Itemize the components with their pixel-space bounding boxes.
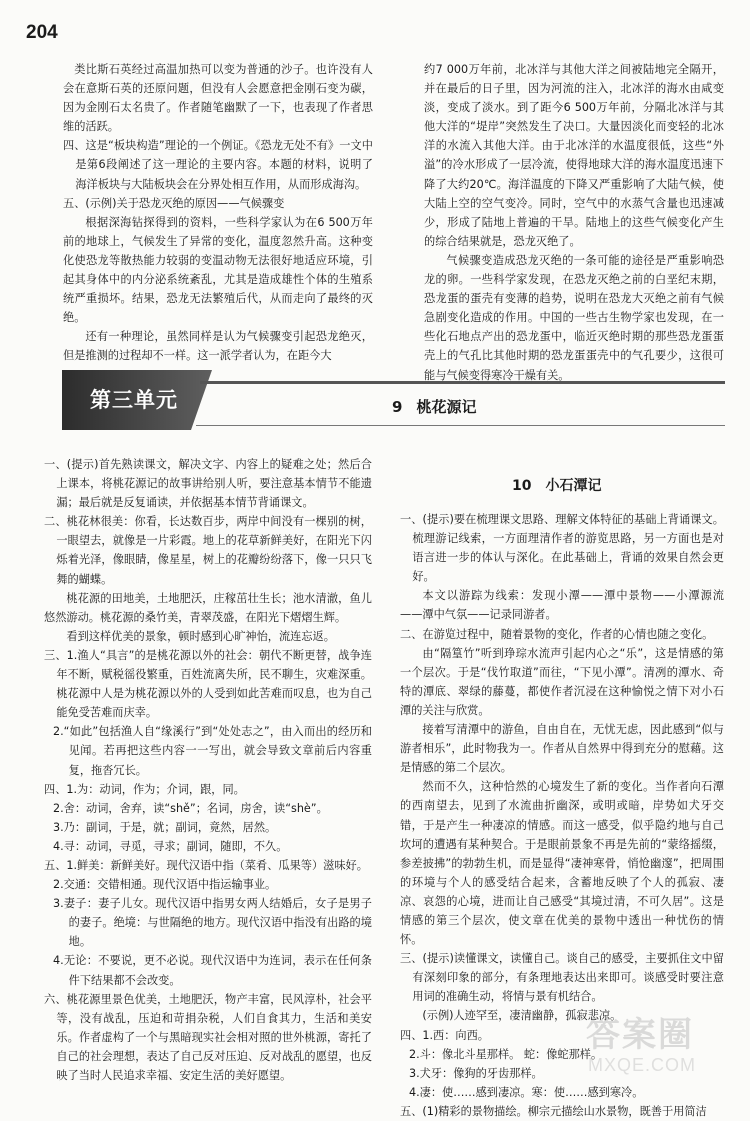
paragraph: 类比斯石英经过高温加热可以变为普通的沙子。也许没有人会在意斯石英的还原问题，但没有人会愿意把金刚石变为碳，因为金刚石太名贵了。作者随笔幽默了一下，也表现了作者思维的活跃。 xyxy=(63,63,373,134)
paragraph: 4.无论：不要说，更不必说。现代汉语中为连词，表示在任何条件下结果都不会改变。 xyxy=(52,954,372,987)
paragraph: 五、(1)精彩的景物描绘。柳宗元描绘山水景物，既善于用简洁 xyxy=(400,1104,707,1118)
watermark-seal: 答案圈 xyxy=(586,1015,694,1055)
top-right-column xyxy=(424,60,724,385)
lesson-10-title xyxy=(512,475,615,495)
lesson-number: 10 xyxy=(512,478,532,494)
paragraph: 四、这是“板块构造”理论的一个例证。《恐龙无处不有》一文中是第6段阐述了这一理论的主要内容。本题的材料，说明了海洋板块与大陆板块会在分界处相互作用，从而形成海沟。 xyxy=(63,139,373,191)
paragraph: 四、1.为：动词，作为；介词，跟，同。 xyxy=(44,782,245,796)
paragraph: 2.交通：交错相通。现代汉语中指运输事业。 xyxy=(52,878,277,892)
paragraph: 一、(提示)要在梳理课文思路、理解文体特征的基础上背诵课文。梳理游记线索，一方面理清作者的游览思路，另一方面也是对语言进一步的体认与深化。在此基础上，背诵的效果自然会更好。 xyxy=(400,513,724,584)
paragraph: 3.犬牙：像狗的牙齿那样。 xyxy=(408,1066,543,1080)
paragraph: 四、1.西：向西。 xyxy=(400,1028,489,1042)
paragraph: 看到这样优美的景象，顿时感到心旷神怡，流连忘返。 xyxy=(66,629,335,643)
lesson-name: 桃花源记 xyxy=(416,398,477,416)
paragraph: 二、桃花林很美：你看，长达数百步，两岸中间没有一棵别的树，一眼望去，就像是一片彩霞。地上的花草新鲜美好，在阳光下闪烁着光泽，像眼睛，像星星，树上的花瓣纷纷落下，像一只只飞舞的蝴蝶。 xyxy=(44,515,372,586)
paragraph: 二、在游览过程中，随着景物的变化，作者的心情也随之变化。 xyxy=(400,627,714,641)
bottom-left-column xyxy=(44,455,372,1085)
paragraph: 六、桃花源里景色优美，土地肥沃，物产丰富，民风淳朴，社会平等，没有战乱，压迫和苛捐杂税，人们自食其力，生活和美安乐。作者虚构了一个与黑暗现实社会相对照的世外桃源，寄托了自己的社会理想，表达了自己反对压迫、反对战乱的愿望，也反映了当时人民追求幸福、安定生活的美好愿望。 xyxy=(44,992,372,1082)
paragraph: 由“隔篁竹”听到琤琮水流声引起内心之“乐”，这是情感的第一个层次。于是“伐竹取道”而往，“下见小潭”。清冽的潭水、奇特的潭底、翠绿的藤蔓，都使作者沉浸在这种愉悦之情下对小石潭的关注与欣赏。 xyxy=(400,646,724,717)
paragraph: 4.凄：使……感到凄凉。寒：使……感到寒冷。 xyxy=(408,1085,644,1099)
paragraph: 约7 000万年前，北冰洋与其他大洋之间被陆地完全隔开，并在最后的日子里，因为河流的注入，北冰洋的海水由咸变淡，变成了淡水。到了距今6 500万年前，分隔北冰洋与其他大洋的“堤岸”突然发生了决口。大量因淡化而变轻的北冰洋的水流入其他大洋。由于北冰洋的水温度很低，这些“外溢”的冷水形成了一层冷流，使得地球大洋的海水温度迅速下降了大约20℃。海洋温度的下降又严重影响了大陆气候，使大陆上空的空气变冷。同时，空气中的水蒸气含量也迅速减少，形成了陆地上普遍的干旱。陆地上的这些气候变化产生的综合结果就是，恐龙灭绝了。 xyxy=(424,63,724,248)
paragraph: 桃花源的田地美，土地肥沃，庄稼茁壮生长；池水清澈，鱼儿悠然游动。桃花源的桑竹美，青翠茂盛，在阳光下熠熠生辉。 xyxy=(44,591,372,624)
paragraph: 3.妻子：妻子儿女。现代汉语中指男女两人结婚后，女子是男子的妻子。绝境：与世隔绝的地方。现代汉语中指没有出路的境地。 xyxy=(52,897,372,949)
paragraph: 本文以游踪为线索：发现小潭——潭中景物——小潭源流——潭中气氛——记录同游者。 xyxy=(400,589,724,622)
lesson-9-title xyxy=(392,396,490,417)
paragraph: 还有一种理论，虽然同样是认为气候骤变引起恐龙绝灭，但是推测的过程却不一样。这一派学者认为，在距今大 xyxy=(63,330,373,363)
paragraph: 三、(提示)读懂课文，读懂自己。谈自己的感受，主要抓住文中留有深刻印象的部分，有条理地表达出来即可。谈感受时要注意用词的准确生动，将情与景有机结合。 xyxy=(400,952,724,1004)
header-rule-thin xyxy=(196,425,725,426)
paragraph: 2.斗：像北斗星那样。 蛇：像蛇那样。 xyxy=(408,1047,603,1061)
header-rule xyxy=(200,381,725,384)
lesson-name: 小石潭记 xyxy=(545,478,602,494)
top-left-column xyxy=(63,60,373,366)
unit-banner-title: 第三单元 xyxy=(90,388,178,412)
paragraph: 五、1.鲜美：新鲜美好。现代汉语中指（菜肴、瓜果等）滋味好。 xyxy=(44,858,368,872)
paragraph: 2.“如此”包括渔人自“缘溪行”到“处处志之”，由入而出的经历和见闻。若再把这些内容一一写出，就会导致文章前后内容重复，拖沓冗长。 xyxy=(52,725,372,777)
paragraph: 根据深海钻探得到的资料，一些科学家认为在6 500万年前的地球上，气候发生了异常的变化，温度忽然升高。这种变化使恐龙等散热能力较弱的变温动物无法很好地适应环境，引起其身体中的内分泌系统紊乱，尤其是造成雄性个体的生殖系统严重损坏。结果，恐龙无法繁殖后代，从而走向了最终的灭绝。 xyxy=(63,215,373,325)
page-number: 204 xyxy=(26,22,58,43)
paragraph: 五、(示例)关于恐龙灭绝的原因——气候骤变 xyxy=(63,196,285,210)
watermark-logo xyxy=(582,1005,732,1085)
paragraph: 4.寻：动词，寻觅，寻求；副词，随即，不久。 xyxy=(52,839,288,853)
paragraph: (示例)人迹罕至，凄清幽静，孤寂悲凉。 xyxy=(422,1009,622,1023)
paragraph: 3.乃：副词，于是，就；副词，竟然，居然。 xyxy=(52,820,277,834)
paragraph: 然而不久，这种恰然的心境发生了新的变化。当作者向石潭的西南望去，见到了水流曲折幽深，或明或暗，岸势如犬牙交错，于是产生一种凄凉的情感。而这一感受，似乎隐约地与自己坎坷的遭遇有某种契合。于是眼前景象不再是先前的“蒙络摇缀，参差披拂”的勃勃生机，而是显得“凄神寒骨，悄怆幽邃”，把周围的环境与个人的感受结合起来，含蓄地反映了个人的孤寂、凄凉、哀怨的心境，进而让自己感受“其境过清，不可久居”。这是情感的第三个层次，使文章在优美的景物中透出一种忧伤的情怀。 xyxy=(400,780,724,947)
paragraph: 一、(提示)首先熟读课文，解决文字、内容上的疑难之处；然后合上课本，将桃花源记的故事讲给别人听，要注意基本情节不能遗漏；最后就是反复诵读，并依据基本情节背诵课文。 xyxy=(44,458,372,510)
paragraph: 三、1.渔人“具言”的是桃花源以外的社会：朝代不断更替，战争连年不断，赋税徭役繁重，百姓流离失所，民不聊生，灾难深重。桃花源中人是为桃花源以外的人受到如此苦难而叹息，也为自己能免受苦难而庆幸。 xyxy=(44,648,372,720)
paragraph: 接着写清潭中的游鱼，自由自在，无忧无虑，因此感到“似与游者相乐”，此时物我为一。作者从自然界中得到充分的慰藉。这是情感的第二个层次。 xyxy=(400,723,724,775)
paragraph: 气候骤变造成恐龙灭绝的一条可能的途径是严重影响恐龙的卵。一些科学家发现，在恐龙灭绝之前的白垩纪末期，恐龙蛋的蛋壳有变薄的趋势，说明在恐龙大灭绝之前有气候急剧变化造成的作用。中国的一些古生物学家也发现，在一些化石地点产出的恐龙蛋中，临近灭绝时期的那些恐龙蛋蛋壳上的气孔比其他时期的恐龙蛋蛋壳中的气孔要少，这很可能与气候变得寒冷干燥有关。 xyxy=(424,253,724,382)
watermark-url: MXQE.COM xyxy=(588,1055,697,1075)
lesson-number: 9 xyxy=(392,398,403,416)
paragraph: 2.舍：动词，舍弃，读“shě”；名词，房舍，读“shè”。 xyxy=(52,801,328,815)
